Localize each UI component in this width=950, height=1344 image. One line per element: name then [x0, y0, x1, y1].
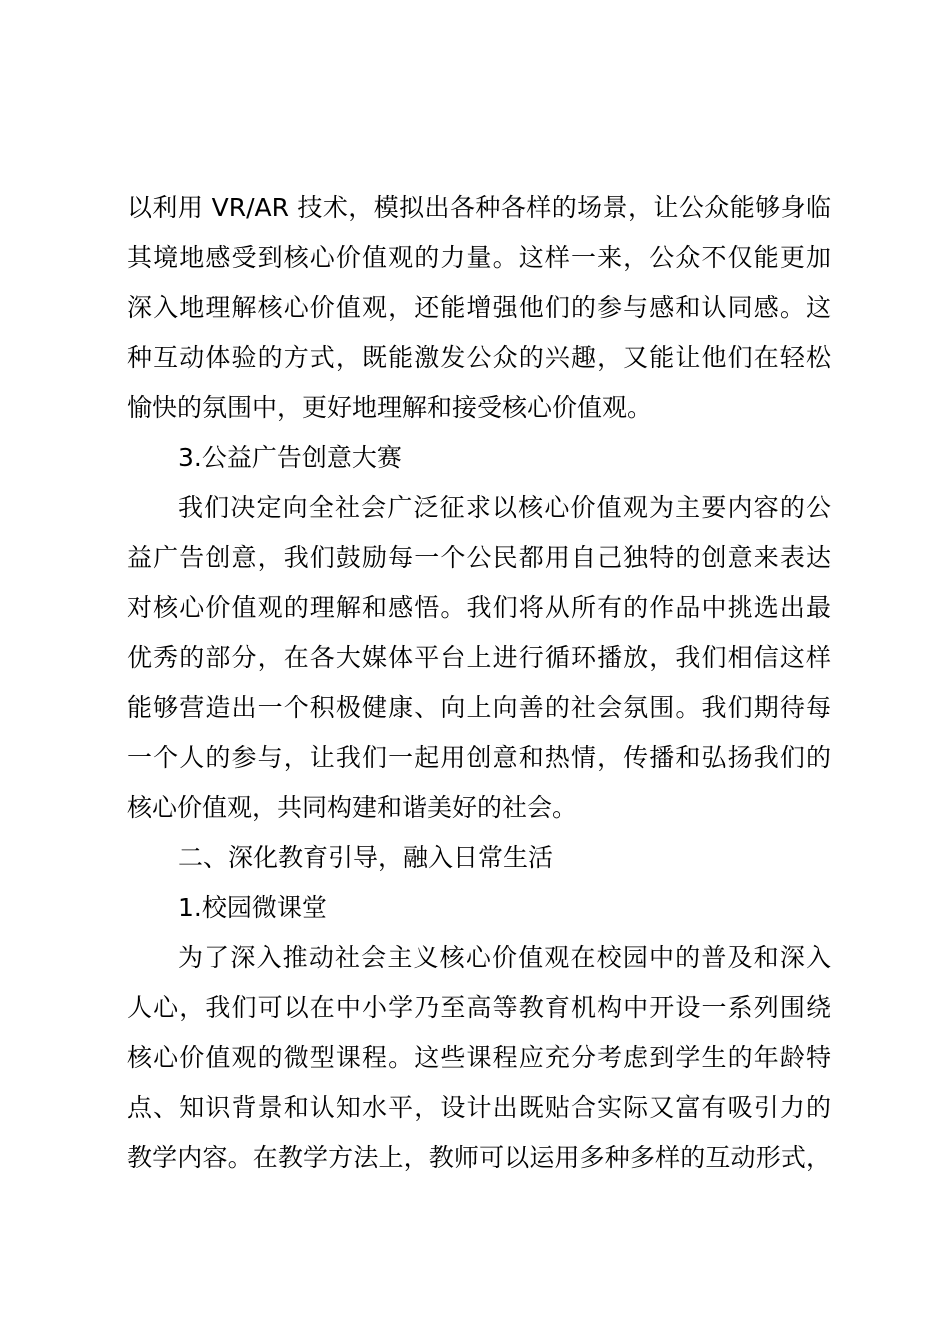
- text-line-2: 其境地感受到核心价值观的力量。这样一来，公众不仅能更加: [127, 243, 831, 272]
- text-line-9: 对核心价值观的理解和感悟。我们将从所有的作品中挑选出最: [127, 593, 831, 622]
- text-line-12: 一个人的参与，让我们一起用创意和热情，传播和弘扬我们的: [127, 743, 831, 772]
- text-line-13: 核心价值观，共同构建和谐美好的社会。: [127, 793, 578, 822]
- text-line-3: 深入地理解核心价值观，还能增强他们的参与感和认同感。这: [127, 293, 831, 322]
- text-line-11: 能够营造出一个积极健康、向上向善的社会氛围。我们期待每: [127, 693, 831, 722]
- text-line-1: 以利用 VR/AR 技术，模拟出各种各样的场景，让公众能够身临: [127, 193, 831, 222]
- text-line-7: 我们决定向全社会广泛征求以核心价值观为主要内容的公: [178, 493, 831, 522]
- text-line-8: 益广告创意，我们鼓励每一个公民都用自己独特的创意来表达: [127, 543, 831, 572]
- text-line-17: 人心，我们可以在中小学乃至高等教育机构中开设一系列围绕: [127, 993, 831, 1022]
- text-line-4: 种互动体验的方式，既能激发公众的兴趣，又能让他们在轻松: [127, 343, 831, 372]
- text-line-19: 点、知识背景和认知水平，设计出既贴合实际又富有吸引力的: [127, 1093, 831, 1122]
- text-line-10: 优秀的部分，在各大媒体平台上进行循环播放，我们相信这样: [127, 643, 831, 672]
- text-line-16: 为了深入推动社会主义核心价值观在校园中的普及和深入: [178, 943, 831, 972]
- section-heading-3: 3.公益广告创意大赛: [178, 443, 402, 472]
- section-heading-1: 1.校园微课堂: [178, 893, 327, 922]
- chapter-heading-2: 二、深化教育引导，融入日常生活: [178, 843, 554, 872]
- text-line-20: 教学内容。在教学方法上，教师可以运用多种多样的互动形式，: [127, 1143, 831, 1172]
- text-line-5: 愉快的氛围中，更好地理解和接受核心价值观。: [127, 393, 653, 422]
- document-body: [127, 183, 831, 1183]
- text-line-18: 核心价值观的微型课程。这些课程应充分考虑到学生的年龄特: [127, 1043, 831, 1072]
